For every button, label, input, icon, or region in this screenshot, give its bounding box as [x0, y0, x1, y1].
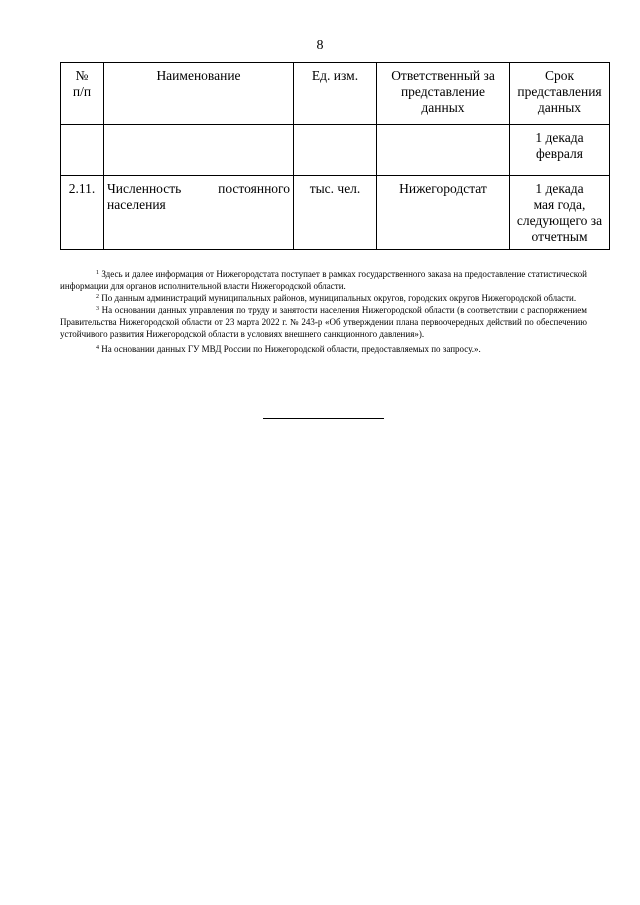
row-name-cell: Численность постоянного населения [104, 176, 294, 250]
indicators-table [60, 62, 610, 250]
row-number-cell: 2.11. [61, 176, 104, 250]
table-row [61, 125, 610, 176]
header-name [104, 63, 294, 125]
header-responsible [377, 63, 510, 125]
header-deadline-label: Срок представления данных [517, 68, 602, 115]
table-row [61, 176, 610, 250]
row-unit-cell [294, 125, 377, 176]
footnote-text: Здесь и далее информация от Нижегородстата поступает в рамках государственного заказа на предоставление статистической информации для органов исполнительной власти Нижегородской области. [60, 269, 588, 291]
footnote-text: На основании данных ГУ МВД России по Нижегородской области, предоставляемых по запросу.». [101, 344, 481, 354]
header-unit [294, 63, 377, 125]
footnote [60, 343, 587, 355]
end-divider-line [263, 418, 384, 419]
header-name-label: Наименование [156, 68, 241, 83]
row-responsible-cell [377, 125, 510, 176]
footnote [60, 304, 587, 340]
header-unit-label: Ед. изм. [311, 68, 359, 83]
footnote-mark: 1 [96, 270, 99, 276]
footnote [60, 292, 587, 304]
footnotes [60, 268, 587, 355]
footnote [60, 268, 587, 292]
table-header-row [61, 63, 610, 125]
footnote-mark: 2 [96, 294, 99, 300]
row-deadline-cell: 1 декада мая года, следующего за отчетным [510, 176, 610, 250]
header-responsible-label: Ответственный за представление данных [391, 68, 495, 115]
footnote-mark: 3 [96, 306, 99, 312]
footnote-text: На основании данных управления по труду и занятости населения Нижегородской области (в соответствии с распоряжением Правительства Нижегородской области от 23 марта 2022 г. № 243-р «Об утверждении плана первоочередных действий по обеспечению устойчивого развития Нижегородской области в условиях внешнего санкционного давления»). [60, 305, 587, 339]
header-number [61, 63, 104, 125]
row-number-cell [61, 125, 104, 176]
row-name-cell [104, 125, 294, 176]
footnote-mark: 4 [96, 345, 99, 351]
header-deadline [510, 63, 610, 125]
header-number-label: № п/п [72, 68, 92, 99]
row-unit-cell: тыс. чел. [294, 176, 377, 250]
row-responsible-cell: Нижегородстат [377, 176, 510, 250]
row-deadline-cell: 1 декада февраля [510, 125, 610, 176]
footnote-text: По данным администраций муниципальных районов, муниципальных округов, городских округов Нижегородской области. [101, 293, 577, 303]
page-number: 8 [316, 38, 324, 53]
